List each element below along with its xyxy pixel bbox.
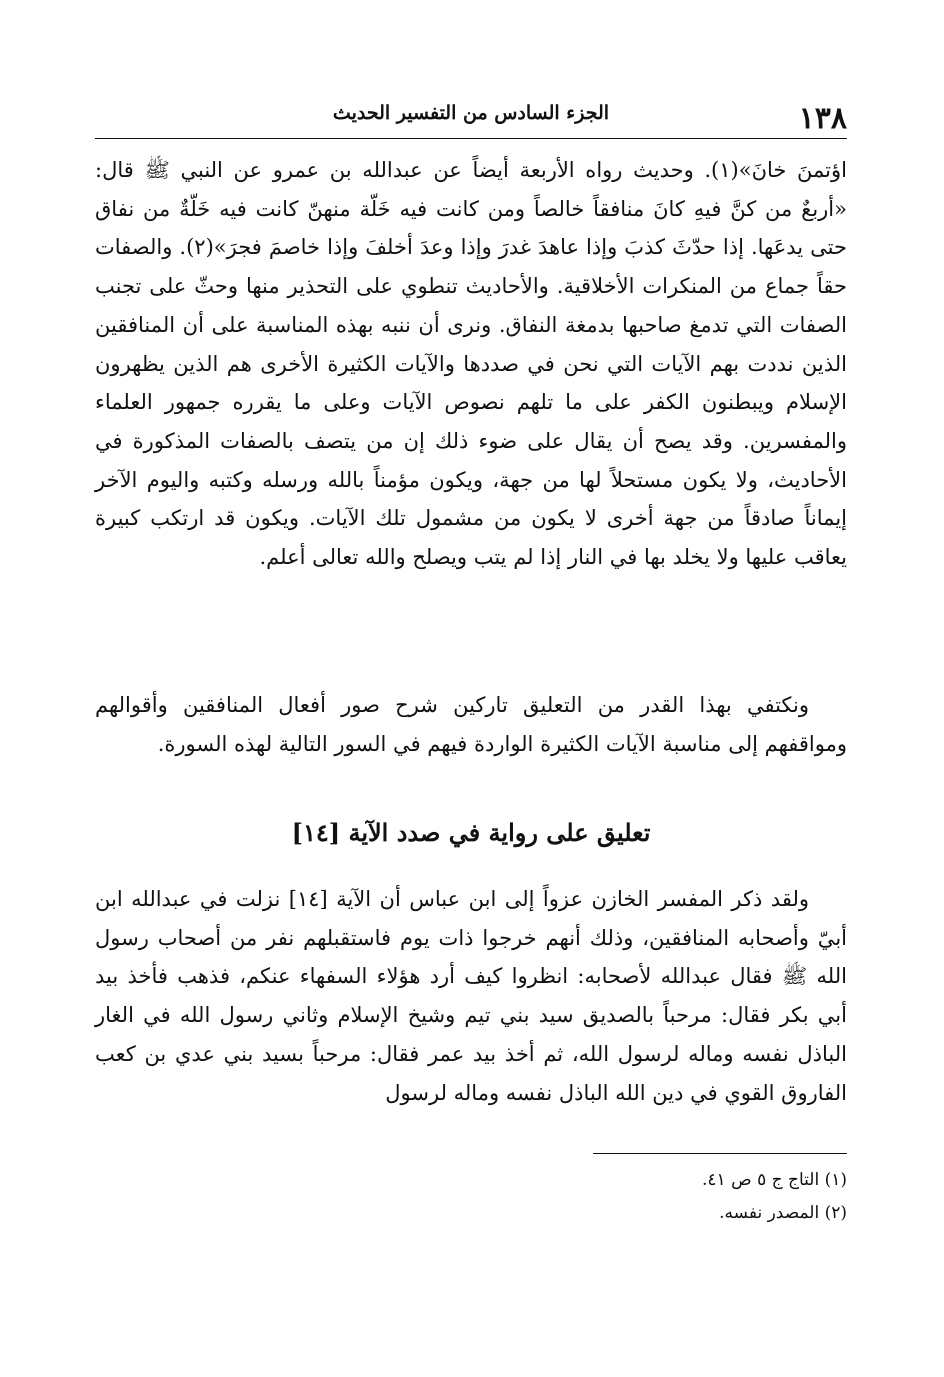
header-rule [95, 138, 847, 139]
section-heading: تعليق على رواية في صدد الآية [١٤] [291, 818, 651, 847]
page-number: ١٣٨ [798, 101, 847, 136]
footnote-2: (٢) المصدر نفسه. [719, 1203, 847, 1223]
section-paragraph: ولقد ذكر المفسر الخازن عزواً إلى ابن عباس أن الآية [١٤] نزلت في عبدالله ابن أبيّ وأصحابه المنافقين، وذلك أنهم خرجوا ذات يوم فاستقبلهم نفر من أصحاب رسول الله ﷺ فقال عبدالله لأصحابه: انظروا كيف أرد هؤلاء السفهاء عنكم، فذهب فأخذ بيد أبي بكر فقال: مرحباً بالصديق سيد بني تيم وشيخ الإسلام وثاني رسول الله في الغار الباذل نفسه وماله لرسول الله، ثم أخذ بيد عمر فقال: مرحباً بسيد بني عدي بن كعب الفاروق القوي في دين الله الباذل نفسه وماله لرسول [95, 887, 847, 1105]
running-title: الجزء السادس من التفسير الحديث [332, 102, 610, 124]
section-block [95, 880, 847, 1112]
body-paragraph-1: اؤتمنَ خانَ»(١). وحديث رواه الأربعة أيضاً عن عبدالله بن عمرو عن النبي ﷺ قال: «أربعٌ من كنَّ فيهِ كانَ منافقاً خالصاً ومن كانت فيه خَلّة منهنّ كانت فيه خَلّةٌ من نفاق حتى يدعَها. إذا حدّثَ كذبَ وإذا عاهدَ غدرَ وإذا وعدَ أخلفَ وإذا خاصمَ فجرَ»(٢). والصفات حقاً جماع من المنكرات الأخلاقية. والأحاديث تنطوي على التحذير منها وحثّ على تجنب الصفات التي تدمغ صاحبها بدمغة النفاق. ونرى أن ننبه بهذه المناسبة على أن المنافقين الذين نددت بهم الآيات التي نحن في صددها والآيات الكثيرة الأخرى هم الذين يظهرون الإسلام ويبطنون الكفر على ما تلهم نصوص الآيات وعلى ما يقرره جمهور العلماء والمفسرين. وقد يصح أن يقال على ضوء ذلك إن من يتصف بالصفات المذكورة في الأحاديث، ولا يكون مستحلاً لها من جهة، ويكون مؤمناً بالله ورسله وكتبه واليوم الآخر إيماناً صادقاً من جهة أخرى لا يكون من مشمول تلك الآيات. ويكون قد ارتكب كبيرة يعاقب عليها ولا يخلد بها في النار إذا لم يتب ويصلح والله تعالى أعلم. [95, 158, 847, 570]
footnotes [95, 1164, 847, 1230]
page-header [95, 98, 847, 134]
body-paragraph-2: ونكتفي بهذا القدر من التعليق تاركين شرح صور أفعال المنافقين وأقوالهم ومواقفهم إلى مناسبة الآيات الكثيرة الواردة فيهم في السور التالية لهذه السورة. [95, 693, 847, 756]
footnote-rule [593, 1153, 847, 1154]
footnote-1: (١) التاج ج ٥ ص ٤١. [702, 1170, 847, 1190]
body-block-2 [95, 686, 847, 763]
body-block-1 [95, 151, 847, 577]
